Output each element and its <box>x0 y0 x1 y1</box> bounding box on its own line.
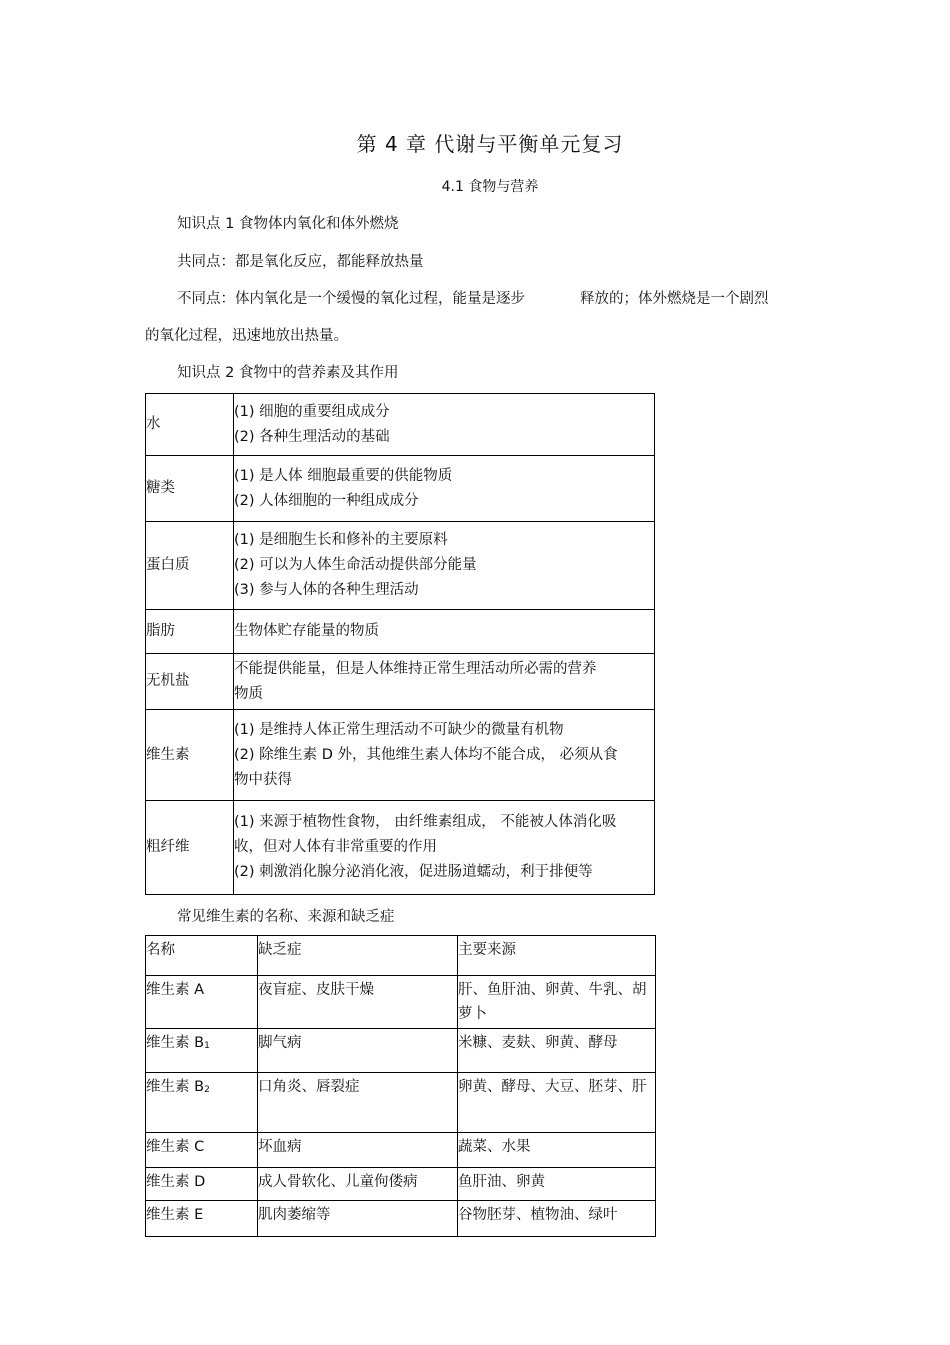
vitamin-name <box>146 1073 258 1133</box>
section-heading: 4.1 食物与营养 <box>441 179 539 195</box>
deficiency-cell: 脚气病 <box>258 1029 458 1073</box>
common-point-text: 共同点：都是氧化反应，都能释放热量 <box>177 254 424 270</box>
function-line: 生物体贮存能量的物质 <box>234 623 379 639</box>
table-row <box>146 610 655 654</box>
vitamins-table <box>145 935 656 1237</box>
function-line: (2) 刺激消化腺分泌消化液，促进肠道蠕动，利于排便等 <box>234 864 593 880</box>
table-header-row <box>146 936 656 976</box>
header-name: 名称 <box>146 936 258 976</box>
nutrient-name: 粗纤维 <box>146 801 234 895</box>
nutrient-function <box>234 710 655 801</box>
table-row <box>146 654 655 710</box>
function-line: (3) 参与人体的各种生理活动 <box>234 582 419 598</box>
source-cell: 蔬菜、水果 <box>458 1133 656 1168</box>
difference-text-line2: 的氧化过程，迅速地放出热量。 <box>145 328 348 344</box>
function-line: (1) 来源于植物性食物， 由纤维素组成， 不能被人体消化吸 <box>234 814 617 830</box>
header-deficiency: 缺乏症 <box>258 936 458 976</box>
vitamin-name <box>146 1168 258 1201</box>
source-cell: 卵黄、酵母、大豆、胚芽、肝 <box>458 1073 656 1133</box>
deficiency-cell: 夜盲症、皮肤干燥 <box>258 976 458 1029</box>
nutrient-name: 糖类 <box>146 456 234 522</box>
vitamin-name-text: 维生素 A <box>146 982 205 998</box>
function-line: (1) 是人体 细胞最重要的供能物质 <box>234 467 453 484</box>
difference-text-part2: 释放的；体外燃烧是一个剧烈 <box>580 291 769 307</box>
table-row <box>146 1201 656 1237</box>
table-row <box>146 1073 656 1133</box>
table-row <box>146 394 655 456</box>
deficiency-cell: 口角炎、唇裂症 <box>258 1073 458 1133</box>
function-line: 收，但对人体有非常重要的作用 <box>234 839 437 855</box>
function-line: (2) 可以为人体生命活动提供部分能量 <box>234 557 477 573</box>
nutrient-function <box>234 522 655 610</box>
page-title: 第 4 章 代谢与平衡单元复习 <box>356 132 624 156</box>
vitamin-name <box>146 976 258 1029</box>
table-row <box>146 976 656 1029</box>
table-row <box>146 710 655 801</box>
vitamin-name <box>146 1029 258 1073</box>
difference-text-part1: 不同点：体内氧化是一个缓慢的氧化过程，能量是逐步 <box>177 291 525 307</box>
vitamin-subscript: 2 <box>204 1085 210 1095</box>
vitamin-name <box>146 1201 258 1237</box>
header-source: 主要来源 <box>458 936 656 976</box>
function-line: (1) 是细胞生长和修补的主要原料 <box>234 532 448 548</box>
nutrient-name: 水 <box>146 394 234 456</box>
nutrient-name: 脂肪 <box>146 610 234 654</box>
function-line: 不能提供能量，但是人体维持正常生理活动所必需的营养 <box>234 660 597 677</box>
nutrient-function <box>234 610 655 654</box>
nutrient-name: 维生素 <box>146 710 234 801</box>
knowledge-point-1: 知识点 1 食物体内氧化和体外燃烧 <box>177 216 399 232</box>
function-line: 物中获得 <box>234 771 292 788</box>
vitamin-name <box>146 1133 258 1168</box>
nutrients-table <box>145 393 655 895</box>
function-line: (1) 是维持人体正常生理活动不可缺少的微量有机物 <box>234 721 564 738</box>
function-line: (1) 细胞的重要组成成分 <box>234 403 390 420</box>
nutrient-function <box>234 654 655 710</box>
function-line: 物质 <box>234 685 263 702</box>
nutrient-function <box>234 394 655 456</box>
vitamin-subscript: 1 <box>204 1041 210 1051</box>
nutrient-name: 无机盐 <box>146 654 234 710</box>
vitamin-name-text: 维生素 D <box>146 1174 206 1190</box>
vitamin-name-text: 维生素 B <box>146 1035 205 1051</box>
vitamin-table-caption: 常见维生素的名称、来源和缺乏症 <box>177 909 395 925</box>
table-row <box>146 1133 656 1168</box>
table-row <box>146 801 655 895</box>
table-row <box>146 1168 656 1201</box>
source-cell: 谷物胚芽、植物油、绿叶 <box>458 1201 656 1237</box>
function-line: (2) 除维生素 D 外，其他维生素人体均不能合成， 必须从食 <box>234 746 618 763</box>
vitamin-name-text: 维生素 E <box>146 1207 204 1223</box>
table-row <box>146 1029 656 1073</box>
function-line: (2) 人体细胞的一种组成成分 <box>234 492 419 509</box>
function-line: (2) 各种生理活动的基础 <box>234 428 390 445</box>
table-row <box>146 456 655 522</box>
vitamin-name-text: 维生素 B <box>146 1079 205 1095</box>
source-cell: 鱼肝油、卵黄 <box>458 1168 656 1201</box>
knowledge-point-2: 知识点 2 食物中的营养素及其作用 <box>177 365 399 381</box>
nutrient-function <box>234 801 655 895</box>
nutrient-function <box>234 456 655 522</box>
deficiency-cell: 成人骨软化、儿童佝偻病 <box>258 1168 458 1201</box>
nutrient-name: 蛋白质 <box>146 522 234 610</box>
vitamin-name-text: 维生素 C <box>146 1139 205 1155</box>
deficiency-cell: 坏血病 <box>258 1133 458 1168</box>
deficiency-cell: 肌肉萎缩等 <box>258 1201 458 1237</box>
table-row <box>146 522 655 610</box>
source-cell: 肝、鱼肝油、卵黄、牛乳、胡萝卜 <box>458 976 656 1029</box>
source-cell: 米糠、麦麸、卵黄、酵母 <box>458 1029 656 1073</box>
